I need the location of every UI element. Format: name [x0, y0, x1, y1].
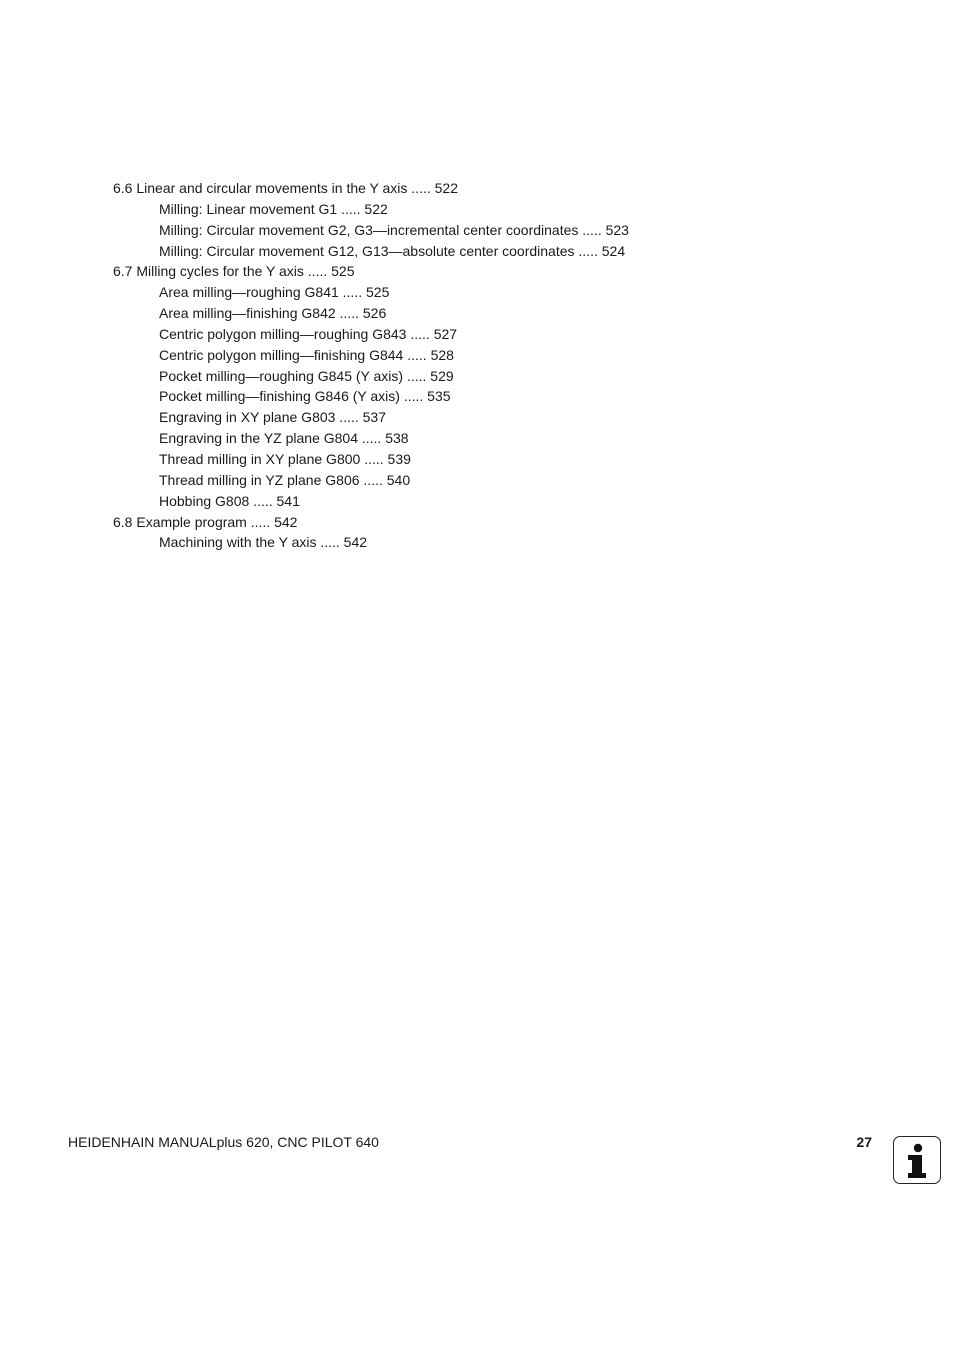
- toc-section-entry[interactable]: 6.8 Example program ..... 542: [113, 513, 298, 530]
- toc-subsection-entry[interactable]: Centric polygon milling—finishing G844 ..... 528: [159, 346, 454, 363]
- toc-subsection-entry[interactable]: Area milling—finishing G842 ..... 526: [159, 305, 387, 322]
- toc-subsection-entry[interactable]: Engraving in the YZ plane G804 ..... 538: [159, 430, 409, 447]
- toc-section-entry[interactable]: 6.6 Linear and circular movements in the Y axis ..... 522: [113, 180, 459, 196]
- table-of-contents: [113, 178, 813, 553]
- page-number: 27: [856, 1134, 872, 1150]
- toc-subsection-entry[interactable]: Engraving in XY plane G803 ..... 537: [159, 409, 387, 426]
- toc-subsection-entry[interactable]: Machining with the Y axis ..... 542: [159, 534, 368, 551]
- toc-subsection-entry[interactable]: Milling: Circular movement G2, G3—incremental center coordinates ..... 523: [159, 221, 629, 238]
- toc-subsection-entry[interactable]: Hobbing G808 ..... 541: [159, 492, 300, 509]
- toc-section-entry[interactable]: 6.7 Milling cycles for the Y axis ..... 525: [113, 263, 355, 280]
- toc-subsection-entry[interactable]: Centric polygon milling—roughing G843 ..... 527: [159, 325, 458, 342]
- toc-subsection-entry[interactable]: Area milling—roughing G841 ..... 525: [159, 284, 390, 301]
- toc-subsection-entry[interactable]: Pocket milling—roughing G845 (Y axis) ..... 529: [159, 367, 454, 384]
- toc-subsection-entry[interactable]: Milling: Linear movement G1 ..... 522: [159, 200, 388, 217]
- toc-subsection-entry[interactable]: Pocket milling—finishing G846 (Y axis) ..... 535: [159, 388, 451, 405]
- toc-subsection-entry[interactable]: Thread milling in YZ plane G806 ..... 540: [159, 471, 411, 488]
- toc-subsection-entry[interactable]: Milling: Circular movement G12, G13—absolute center coordinates ..... 524: [159, 242, 626, 259]
- info-icon: [893, 1136, 941, 1184]
- footer-document-title: HEIDENHAIN MANUALplus 620, CNC PILOT 640: [68, 1134, 379, 1150]
- toc-subsection-entry[interactable]: Thread milling in XY plane G800 ..... 539: [159, 450, 411, 467]
